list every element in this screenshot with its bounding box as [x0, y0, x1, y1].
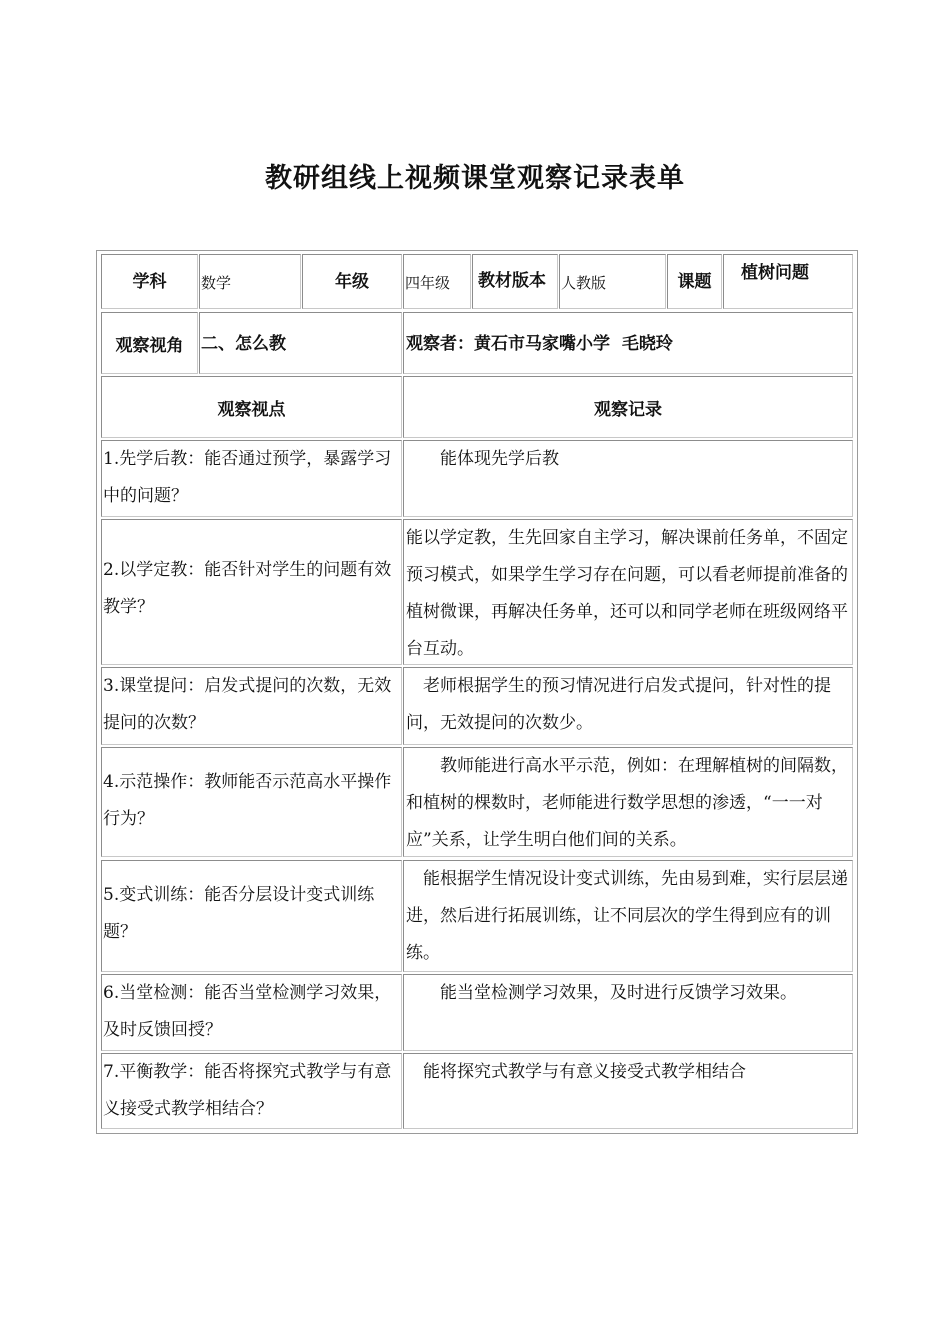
- row-6-record: 能当堂检测学习效果，及时进行反馈学习效果。: [403, 974, 853, 1051]
- row-3-point: 3.课堂提问：启发式提问的次数，无效提问的次数？: [101, 667, 402, 745]
- topic-label: 课题: [667, 254, 722, 309]
- row-2-point: 2.以学定教：能否针对学生的问题有效教学？: [101, 519, 402, 665]
- row-2-record: 能以学定教，生先回家自主学习，解决课前任务单，不固定预习模式，如果学生学习存在问题，可以看老师提前准备的植树微课，再解决任务单，还可以和同学老师在班级网络平台互动。: [403, 519, 853, 665]
- row-5-point: 5.变式训练：能否分层设计变式训练题？: [101, 860, 402, 972]
- column-header-point: 观察视点: [101, 376, 402, 438]
- grade-value: 四年级: [403, 254, 471, 309]
- page-title: 教研组线上视频课堂观察记录表单: [265, 163, 685, 194]
- topic-value: 植树问题: [723, 254, 853, 309]
- perspective-value: 二、怎么教: [199, 312, 402, 374]
- row-4-record: 教师能进行高水平示范，例如：在理解植树的间隔数，和植树的棵数时，老师能进行数学思想的渗透，“一一对应”关系，让学生明白他们间的关系。: [403, 747, 853, 857]
- row-5-record: 能根据学生情况设计变式训练，先由易到难，实行层层递进，然后进行拓展训练，让不同层次的学生得到应有的训练。: [403, 860, 853, 972]
- row-7-record: 能将探究式教学与有意义接受式教学相结合: [403, 1053, 853, 1129]
- row-3-record: 老师根据学生的预习情况进行启发式提问，针对性的提问，无效提问的次数少。: [403, 667, 853, 745]
- edition-label: 教材版本: [472, 254, 558, 309]
- observer-info: 观察者：黄石市马家嘴小学 毛晓玲: [403, 312, 853, 374]
- row-1-record: 能体现先学后教: [403, 440, 853, 517]
- row-1-point: 1.先学后教：能否通过预学，暴露学习中的问题？: [101, 440, 402, 517]
- row-6-point: 6.当堂检测：能否当堂检测学习效果，及时反馈回授？: [101, 974, 402, 1051]
- perspective-label: 观察视角: [101, 312, 198, 374]
- column-header-record: 观察记录: [403, 376, 853, 438]
- row-7-point: 7.平衡教学：能否将探究式教学与有意义接受式教学相结合？: [101, 1053, 402, 1129]
- subject-label: 学科: [101, 254, 198, 309]
- edition-value: 人教版: [559, 254, 666, 309]
- subject-value: 数学: [199, 254, 301, 309]
- row-4-point: 4.示范操作：教师能否示范高水平操作行为？: [101, 747, 402, 857]
- grade-label: 年级: [302, 254, 402, 309]
